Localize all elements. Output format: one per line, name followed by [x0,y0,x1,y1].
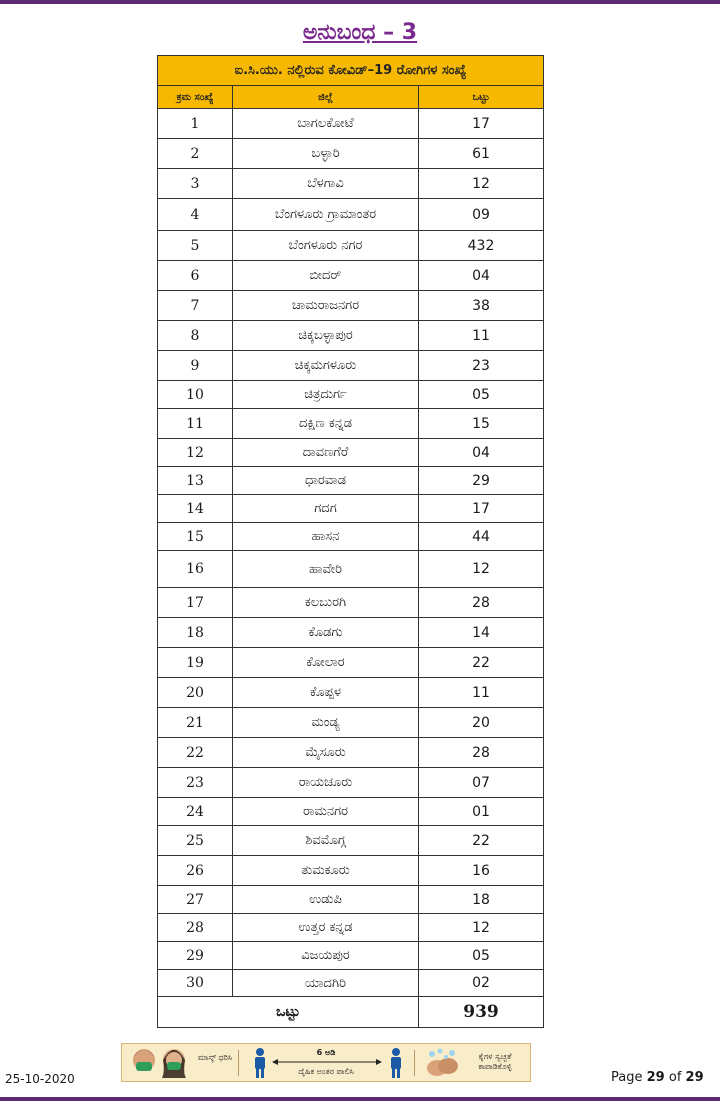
total-cell: 01 [419,798,544,826]
district-cell: ಬೆಂಗಳೂರು ಗ್ರಾಮಾಂತರ [233,199,419,231]
table-row [158,678,544,708]
serial-number-cell: 17 [158,588,233,618]
serial-number-cell: 25 [158,826,233,856]
serial-number-cell: 8 [158,321,233,351]
table-row [158,826,544,856]
serial-number-cell: 10 [158,381,233,409]
district-cell: ಬಾಗಲಕೋಟೆ [233,109,419,139]
total-cell: 12 [419,169,544,199]
total-cell: 04 [419,439,544,467]
table-row [158,321,544,351]
district-cell: ಬೀದರ್ [233,261,419,291]
district-cell: ಚಿಕ್ಕಮಗಳೂರು [233,351,419,381]
hygiene-text: ಕೈಗಳ ಸ್ವಚ್ಛತೆ ಕಾಪಾಡಿಕೊಳ್ಳಿ [478,1052,512,1071]
district-cell: ರಾಯಚೂರು [233,768,419,798]
table-row [158,768,544,798]
table-header-row [158,86,544,109]
district-cell: ಉತ್ತರ ಕನ್ನಡ [233,914,419,942]
total-cell: 28 [419,588,544,618]
table-row [158,439,544,467]
serial-number-cell: 7 [158,291,233,321]
table-row [158,798,544,826]
mask-text: ಮಾಸ್ಕ್ ಧರಿಸಿ [197,1053,233,1062]
total-cell: 07 [419,768,544,798]
serial-number-cell: 3 [158,169,233,199]
serial-number-cell: 24 [158,798,233,826]
page-number [611,1070,704,1085]
table-body [158,109,544,997]
banner-divider [238,1050,239,1076]
table-row [158,942,544,970]
district-cell: ಮಂಡ್ಯ [233,708,419,738]
total-cell: 04 [419,261,544,291]
person-left-icon [252,1047,268,1079]
district-cell: ರಾಮನಗರ [233,798,419,826]
district-cell: ಕೋಲಾರ [233,648,419,678]
total-cell: 17 [419,495,544,523]
top-border [0,0,720,4]
total-cell: 23 [419,351,544,381]
district-cell: ಹಾವೇರಿ [233,551,419,588]
district-cell: ಬೆಳಗಾವಿ [233,169,419,199]
serial-number-cell: 23 [158,768,233,798]
table-row [158,856,544,886]
district-cell: ಉಡುಪಿ [233,886,419,914]
table-row [158,970,544,997]
page-title: ಅನುಬಂಧ – 3 [302,20,418,45]
handwash-icon [422,1046,464,1080]
district-cell: ವಿಜಯಪುರ [233,942,419,970]
total-cell: 02 [419,970,544,997]
total-cell: 20 [419,708,544,738]
banner-divider [414,1050,415,1076]
column-header-serial: ಕ್ರಮ ಸಂಖ್ಯೆ [158,86,233,109]
table-title: ಐ.ಸಿ.ಯು. ನಲ್ಲಿರುವ ಕೋವಿಡ್–19 ರೋಗಿಗಳ ಸಂಖ್ಯೆ [158,56,544,86]
table-row [158,409,544,439]
serial-number-cell: 2 [158,139,233,169]
table-row [158,551,544,588]
serial-number-cell: 6 [158,261,233,291]
table-row [158,169,544,199]
table-row [158,231,544,261]
serial-number-cell: 16 [158,551,233,588]
safety-banner [121,1043,531,1082]
district-cell: ಗದಗ [233,495,419,523]
page-of: of [668,1070,682,1085]
table-row [158,588,544,618]
serial-number-cell: 13 [158,467,233,495]
icu-patients-table [157,55,544,1028]
district-cell: ಧಾರವಾಡ [233,467,419,495]
total-value: 939 [419,997,544,1028]
page-current: 29 [646,1070,665,1085]
distance-arrow-icon [272,1059,382,1065]
total-label: ಒಟ್ಟು [158,997,419,1028]
table-row [158,467,544,495]
serial-number-cell: 11 [158,409,233,439]
total-cell: 09 [419,199,544,231]
total-cell: 05 [419,942,544,970]
serial-number-cell: 29 [158,942,233,970]
district-cell: ಶಿವಮೊಗ್ಗ [233,826,419,856]
total-cell: 05 [419,381,544,409]
table-row [158,109,544,139]
table-row [158,495,544,523]
serial-number-cell: 15 [158,523,233,551]
table-row [158,708,544,738]
page-prefix: Page [611,1070,643,1085]
table-row [158,351,544,381]
table-row [158,914,544,942]
table-row [158,523,544,551]
total-cell: 12 [419,551,544,588]
district-cell: ತುಮಕೂರು [233,856,419,886]
district-cell: ಯಾದಗಿರಿ [233,970,419,997]
total-cell: 17 [419,109,544,139]
serial-number-cell: 4 [158,199,233,231]
district-cell: ಕಲಬುರಗಿ [233,588,419,618]
serial-number-cell: 9 [158,351,233,381]
total-cell: 14 [419,618,544,648]
serial-number-cell: 28 [158,914,233,942]
total-cell: 18 [419,886,544,914]
serial-number-cell: 30 [158,970,233,997]
mask-section [128,1044,198,1081]
table-row [158,618,544,648]
distance-value: 6 ಅಡಿ [316,1048,336,1057]
serial-number-cell: 19 [158,648,233,678]
total-cell: 61 [419,139,544,169]
person-right-icon [388,1047,404,1079]
page-total: 29 [685,1070,704,1085]
table-total-row [158,997,544,1028]
total-cell: 44 [419,523,544,551]
serial-number-cell: 18 [158,618,233,648]
table-row [158,291,544,321]
total-cell: 22 [419,826,544,856]
district-cell: ಚಿತ್ರದುರ್ಗ [233,381,419,409]
serial-number-cell: 26 [158,856,233,886]
district-cell: ಮೈಸೂರು [233,738,419,768]
total-cell: 38 [419,291,544,321]
column-header-total: ಒಟ್ಟು [419,86,544,109]
total-cell: 432 [419,231,544,261]
district-cell: ಕೊಪ್ಪಳ [233,678,419,708]
serial-number-cell: 12 [158,439,233,467]
masked-faces-icon [128,1044,194,1080]
table-row [158,199,544,231]
total-cell: 16 [419,856,544,886]
serial-number-cell: 1 [158,109,233,139]
total-cell: 11 [419,678,544,708]
total-cell: 28 [419,738,544,768]
district-cell: ಬಳ್ಳಾರಿ [233,139,419,169]
district-cell: ಹಾಸನ [233,523,419,551]
district-cell: ಕೊಡಗು [233,618,419,648]
column-header-district: ಜಿಲ್ಲೆ [233,86,419,109]
serial-number-cell: 27 [158,886,233,914]
serial-number-cell: 22 [158,738,233,768]
table-row [158,738,544,768]
total-cell: 29 [419,467,544,495]
report-date: 25-10-2020 [5,1072,75,1086]
district-cell: ಬೆಂಗಳೂರು ನಗರ [233,231,419,261]
distance-text: ದೈಹಿಕ ಅಂತರ ಪಾಲಿಸಿ [298,1067,354,1076]
total-cell: 15 [419,409,544,439]
bottom-border [0,1097,720,1101]
district-cell: ದಾವಣಗೆರೆ [233,439,419,467]
district-cell: ಚಾಮರಾಜನಗರ [233,291,419,321]
serial-number-cell: 21 [158,708,233,738]
table-row [158,261,544,291]
table-row [158,886,544,914]
district-cell: ದಕ್ಷಿಣ ಕನ್ನಡ [233,409,419,439]
serial-number-cell: 14 [158,495,233,523]
table-row [158,381,544,409]
table-row [158,648,544,678]
serial-number-cell: 5 [158,231,233,261]
table-title-row [158,56,544,86]
total-cell: 11 [419,321,544,351]
total-cell: 12 [419,914,544,942]
total-cell: 22 [419,648,544,678]
district-cell: ಚಿಕ್ಕಬಳ್ಳಾಪುರ [233,321,419,351]
table-row [158,139,544,169]
serial-number-cell: 20 [158,678,233,708]
